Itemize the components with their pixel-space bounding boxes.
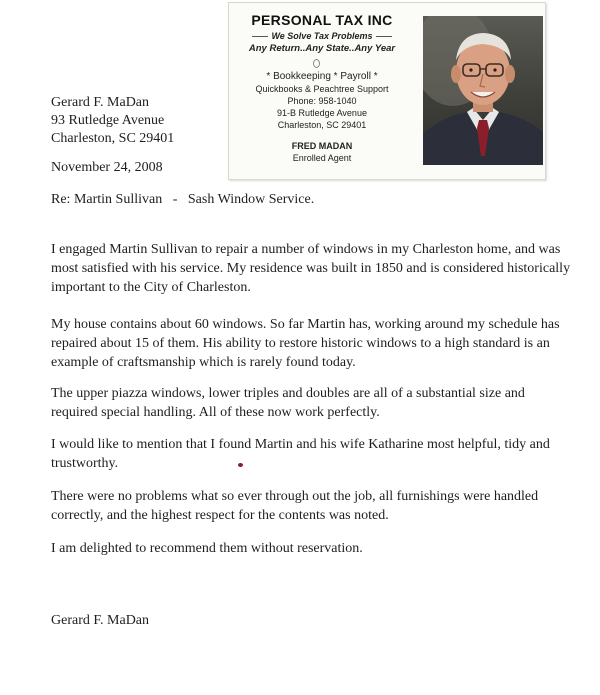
card-tagline-text: We Solve Tax Problems: [271, 31, 373, 41]
letter-date: November 24, 2008: [51, 160, 163, 175]
sender-city: Charleston, SC 29401: [51, 131, 175, 146]
card-tagline-secondary: Any Return..Any State..Any Year: [248, 43, 396, 54]
portrait-illustration: [423, 16, 543, 165]
sender-name: Gerard F. MaDan: [51, 95, 150, 110]
paragraph-4: I would like to mention that I found Martin and his wife Katharine most helpful, tidy and trustworthy.: [51, 437, 550, 471]
sender-address: [51, 94, 174, 148]
portrait-photo: [423, 16, 543, 165]
paragraph-3: The upper piazza windows, lower triples and doubles are all of a substantial size and required special handling. All of these now work perfectly.: [51, 386, 525, 420]
card-small-mark-icon: [313, 59, 320, 68]
paragraph-2: My house contains about 60 windows. So far Martin has, working around my schedule has repaired about 15 of them. His ability to restore historic windows to a high standard is an example of craftsmanship which is rarely found today.: [51, 317, 560, 370]
paragraph-1: I engaged Martin Sullivan to repair a number of windows in my Charleston home, and was most satisfied with his service. My residence was built in 1850 and is considered historically important to the City of Charleston.: [51, 242, 571, 295]
subject-line: Re: Martin Sullivan - Sash Window Service.: [51, 192, 315, 207]
tagline-rule-right: [376, 36, 392, 37]
signature-name: Gerard F. MaDan: [51, 613, 150, 628]
business-card: [228, 2, 546, 180]
card-person: [237, 140, 407, 164]
card-address-line1: 91-B Rutledge Avenue: [277, 108, 367, 118]
card-person-title: Enrolled Agent: [292, 153, 352, 163]
card-services: [237, 71, 407, 131]
card-company-name: PERSONAL TAX INC: [251, 12, 393, 28]
card-phone: Phone: 958-1040: [287, 96, 357, 106]
paragraph-5: There were no problems what so ever through out the job, all furnishings were handled correctly, and the highest respect for the contents was noted.: [51, 489, 539, 523]
sender-street: 93 Rutledge Avenue: [51, 113, 165, 128]
card-tagline: [243, 31, 401, 41]
card-address-line2: Charleston, SC 29401: [277, 120, 367, 130]
tagline-rule-left: [252, 36, 268, 37]
card-services-line: * Bookkeeping * Payroll *: [266, 71, 378, 82]
card-person-name: FRED MADAN: [291, 141, 353, 151]
card-software-line: Quickbooks & Peachtree Support: [255, 84, 389, 94]
ink-mark: [238, 463, 243, 467]
paragraph-6: I am delighted to recommend them without reservation.: [51, 541, 363, 556]
